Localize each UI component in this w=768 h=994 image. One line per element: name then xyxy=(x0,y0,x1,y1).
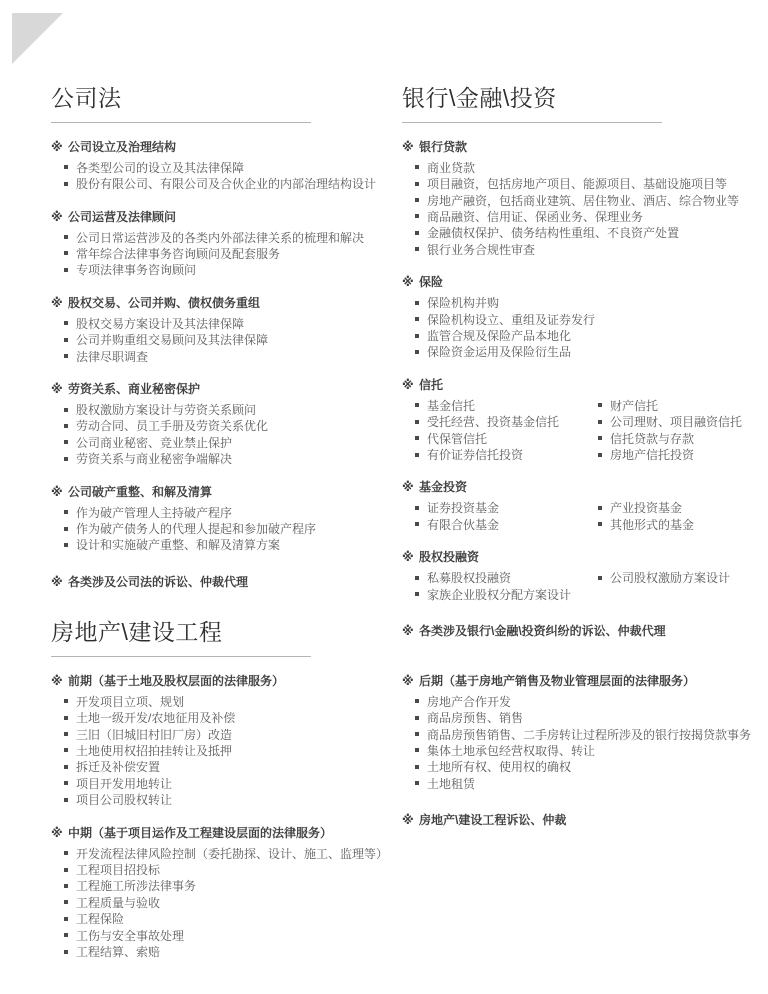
real-estate-right-column xyxy=(402,657,766,828)
list-item-label: 项目开发用地转让 xyxy=(76,776,173,791)
list-item xyxy=(64,928,402,944)
real-estate-left-column xyxy=(51,657,402,961)
list-item-label: 拆迁及补偿安置 xyxy=(76,760,161,775)
bullet-icon xyxy=(64,699,68,703)
group-title-label: 劳资关系、商业秘密保护 xyxy=(68,382,201,396)
list-item xyxy=(415,176,768,192)
list-item xyxy=(64,776,402,792)
item-list xyxy=(415,570,585,603)
group-title xyxy=(51,672,402,689)
list-item xyxy=(415,776,766,792)
list-item-label: 公司股权激励方案设计 xyxy=(610,571,731,586)
service-group xyxy=(51,380,396,468)
bullet-icon xyxy=(64,732,68,736)
service-group xyxy=(402,478,768,533)
list-item-label: 土地一级开发/农地征用及补偿 xyxy=(76,711,236,726)
item-list xyxy=(415,500,585,533)
bullet-icon xyxy=(598,576,602,580)
list-item-label: 开发流程法律风险控制（委托勘探、设计、施工、监理等） xyxy=(76,846,389,861)
service-group xyxy=(402,811,766,828)
list-item-label: 三旧（旧城旧村旧厂房）改造 xyxy=(76,727,233,742)
list-item-label: 劳资关系与商业秘密争端解决 xyxy=(76,452,233,467)
item-list xyxy=(64,230,396,279)
bullet-icon xyxy=(64,716,68,720)
group-title-label: 中期（基于项目运作及工程建设层面的法律服务） xyxy=(68,825,333,840)
list-item xyxy=(415,431,585,447)
bullet-icon xyxy=(64,268,68,272)
item-list xyxy=(598,570,730,603)
list-item-label: 工程施工所涉法律事务 xyxy=(76,879,197,894)
list-item xyxy=(415,587,585,603)
group-title xyxy=(51,294,396,311)
list-item xyxy=(64,316,396,332)
bullet-icon xyxy=(64,900,68,904)
section-company-law xyxy=(51,84,396,590)
bullet-icon xyxy=(64,765,68,769)
section-marker-icon: ※ xyxy=(51,825,63,840)
list-item-label: 常年综合法律事务咨询顾问及配套服务 xyxy=(76,246,281,261)
list-item-label: 商业贷款 xyxy=(427,160,476,175)
list-item xyxy=(415,447,585,463)
section-marker-icon: ※ xyxy=(402,813,414,828)
service-group xyxy=(51,138,396,193)
bullet-icon xyxy=(415,592,419,596)
list-item xyxy=(64,246,396,262)
bullet-icon xyxy=(64,165,68,169)
bullet-icon xyxy=(64,851,68,855)
list-item xyxy=(598,431,742,447)
list-item xyxy=(64,402,396,418)
service-group xyxy=(51,294,396,365)
list-item xyxy=(64,792,402,808)
list-item xyxy=(64,743,402,759)
list-item-label: 股份有限公司、有限公司及合伙企业的内部治理结构设计 xyxy=(76,177,377,192)
item-list xyxy=(64,694,402,809)
group-title xyxy=(402,478,768,495)
bullet-icon xyxy=(64,933,68,937)
list-item xyxy=(64,451,396,467)
bullet-icon xyxy=(415,247,419,251)
list-item xyxy=(64,349,396,365)
bullet-icon xyxy=(415,317,419,321)
bullet-icon xyxy=(64,748,68,752)
list-item-label: 工程保险 xyxy=(76,912,125,927)
list-item xyxy=(415,295,768,311)
list-item-label: 商品房预售销售、二手房转让过程所涉及的银行按揭贷款事务 xyxy=(427,727,752,742)
bullet-icon xyxy=(64,182,68,186)
bullet-icon xyxy=(415,231,419,235)
item-list xyxy=(64,846,402,961)
group-title xyxy=(402,138,768,155)
list-item xyxy=(64,505,396,521)
group-title-label: 房地产\建设工程诉讼、仲裁 xyxy=(419,813,567,828)
bullet-icon xyxy=(64,338,68,342)
bullet-icon xyxy=(598,420,602,424)
item-list xyxy=(415,398,585,464)
list-item xyxy=(64,537,396,553)
section-title-real-estate: 房地产\建设工程 xyxy=(51,618,311,657)
list-item-label: 股权交易方案设计及其法律保障 xyxy=(76,316,245,331)
group-title-label: 前期（基于土地及股权层面的法律服务） xyxy=(68,673,285,688)
section-marker-icon: ※ xyxy=(402,377,414,392)
list-item-label: 金融债权保护、债务结构性重组、不良资产处置 xyxy=(427,226,680,241)
group-title xyxy=(51,573,396,590)
group-title xyxy=(402,672,766,689)
service-group xyxy=(51,824,402,961)
section-marker-icon: ※ xyxy=(51,139,63,154)
real-estate-columns xyxy=(51,657,766,961)
service-group xyxy=(51,672,402,809)
bullet-icon xyxy=(415,436,419,440)
list-item xyxy=(64,895,402,911)
group-title xyxy=(402,548,768,565)
bullet-icon xyxy=(415,699,419,703)
group-title-label: 公司设立及治理结构 xyxy=(68,139,177,154)
item-list xyxy=(415,694,766,792)
item-list xyxy=(415,295,768,361)
bullet-icon xyxy=(64,543,68,547)
bullet-icon xyxy=(64,868,68,872)
bullet-icon xyxy=(598,436,602,440)
section-title-company-law: 公司法 xyxy=(51,84,311,123)
list-item-label: 监管合规及保险产品本地化 xyxy=(427,329,572,343)
list-item xyxy=(415,328,768,344)
list-item-label: 其他形式的基金 xyxy=(610,517,695,532)
bullet-icon xyxy=(64,917,68,921)
real-estate-right-groups xyxy=(402,672,766,828)
group-title xyxy=(402,273,768,290)
item-list xyxy=(64,160,396,193)
list-item xyxy=(64,878,402,894)
list-item xyxy=(415,743,766,759)
two-column-item-lists xyxy=(402,565,768,603)
list-item-label: 基金信托 xyxy=(427,398,476,413)
list-item-label: 商品融资、信用证、保函业务、保理业务 xyxy=(427,209,644,224)
bullet-icon xyxy=(64,884,68,888)
bullet-icon xyxy=(415,420,419,424)
list-item-label: 房地产融资，包括商业建筑、居住物业、酒店、综合物业等 xyxy=(427,193,740,208)
item-list xyxy=(598,398,742,464)
list-item xyxy=(64,435,396,451)
list-item xyxy=(64,846,402,862)
bullet-icon xyxy=(415,716,419,720)
bullet-icon xyxy=(415,165,419,169)
section-title-banking: 银行\金融\投资 xyxy=(402,84,662,123)
bullet-icon xyxy=(415,214,419,218)
bullet-icon xyxy=(415,182,419,186)
list-item-label: 开发项目立项、规划 xyxy=(76,694,185,709)
list-item xyxy=(598,500,694,516)
section-marker-icon: ※ xyxy=(51,295,63,310)
item-list xyxy=(415,160,768,258)
section-marker-icon: ※ xyxy=(51,209,63,224)
bullet-icon xyxy=(64,354,68,358)
item-list xyxy=(64,402,396,468)
service-group xyxy=(51,483,396,554)
section-marker-icon: ※ xyxy=(402,673,414,688)
list-item xyxy=(64,694,402,710)
group-title xyxy=(51,380,396,397)
list-item xyxy=(598,398,742,414)
list-item xyxy=(415,570,585,586)
item-list xyxy=(64,316,396,365)
list-item-label: 土地使用权招拍挂转让及抵押 xyxy=(76,743,233,758)
list-item-label: 财产信托 xyxy=(610,398,659,413)
list-item xyxy=(415,398,585,414)
list-item-label: 作为破产债务人的代理人提起和参加破产程序 xyxy=(76,522,317,537)
list-item-label: 劳动合同、员工手册及劳资关系优化 xyxy=(76,419,269,434)
list-item xyxy=(64,710,402,726)
group-title-label: 信托 xyxy=(419,377,444,392)
group-title-label: 银行贷款 xyxy=(419,139,468,154)
list-item xyxy=(64,160,396,176)
service-group xyxy=(51,208,396,279)
list-item xyxy=(415,312,768,328)
list-item-label: 信托贷款与存款 xyxy=(610,431,695,446)
list-item-label: 公司商业秘密、竞业禁止保护 xyxy=(76,435,233,450)
bullet-icon xyxy=(415,781,419,785)
list-item-label: 保险机构设立、重组及证券发行 xyxy=(427,312,596,327)
list-item-label: 工程结算、索赔 xyxy=(76,945,161,960)
list-item-label: 有价证券信托投资 xyxy=(427,448,524,463)
company-law-groups xyxy=(51,138,396,590)
list-item xyxy=(415,500,585,516)
section-marker-icon: ※ xyxy=(402,624,414,639)
list-item xyxy=(598,517,694,533)
list-item-label: 商品房预售、销售 xyxy=(427,711,524,726)
list-item-label: 作为破产管理人主持破产程序 xyxy=(76,505,233,520)
bullet-icon xyxy=(598,522,602,526)
list-item xyxy=(64,176,396,192)
list-item-label: 房地产合作开发 xyxy=(427,694,512,709)
list-item-label: 产业投资基金 xyxy=(610,501,683,516)
list-item-label: 有限合伙基金 xyxy=(427,517,500,532)
section-banking-finance-investment xyxy=(402,84,768,639)
service-group xyxy=(402,548,768,603)
bullet-icon xyxy=(64,408,68,412)
list-item-label: 代保管信托 xyxy=(427,431,488,446)
group-title xyxy=(51,208,396,225)
list-item xyxy=(415,193,768,209)
list-item-label: 银行业务合规性审查 xyxy=(427,242,536,257)
list-item-label: 公司日常运营涉及的各类内外部法律关系的梳理和解决 xyxy=(76,230,365,245)
list-item xyxy=(415,710,766,726)
list-item xyxy=(415,160,768,176)
bullet-icon xyxy=(64,251,68,255)
section-marker-icon: ※ xyxy=(402,275,414,290)
service-group xyxy=(402,138,768,258)
list-item-label: 项目融资，包括房地产项目、能源项目、基础设施项目等 xyxy=(427,177,728,192)
list-item xyxy=(415,414,585,430)
list-item-label: 保险机构并购 xyxy=(427,296,500,311)
section-marker-icon: ※ xyxy=(402,480,414,495)
group-title-label: 股权交易、公司并购、债权债务重组 xyxy=(68,295,261,310)
bullet-icon xyxy=(415,403,419,407)
item-list xyxy=(598,500,694,533)
list-item xyxy=(64,727,402,743)
list-item-label: 集体土地承包经营权取得、转让 xyxy=(427,743,596,758)
list-item-label: 房地产信托投资 xyxy=(610,448,695,463)
banking-groups xyxy=(402,138,768,639)
list-item-label: 各类型公司的设立及其法律保障 xyxy=(76,160,245,175)
section-marker-icon: ※ xyxy=(51,574,63,589)
corner-triangle-decoration xyxy=(12,13,63,64)
list-item-label: 工程质量与验收 xyxy=(76,895,161,910)
bullet-icon xyxy=(415,506,419,510)
group-title xyxy=(402,811,766,828)
list-item-label: 土地租赁 xyxy=(427,776,476,791)
section-marker-icon: ※ xyxy=(402,550,414,565)
list-item-label: 证券投资基金 xyxy=(427,501,500,516)
section-marker-icon: ※ xyxy=(51,484,63,499)
list-item-label: 私募股权投融资 xyxy=(427,571,512,586)
list-item-label: 土地所有权、使用权的确权 xyxy=(427,760,572,775)
list-item-label: 公司理财、项目融资信托 xyxy=(610,415,743,430)
list-item xyxy=(64,521,396,537)
bullet-icon xyxy=(415,576,419,580)
group-title xyxy=(51,138,396,155)
bullet-icon xyxy=(64,798,68,802)
bullet-icon xyxy=(64,424,68,428)
list-item xyxy=(415,759,766,775)
list-item-label: 股权激励方案设计与劳资关系顾问 xyxy=(76,403,257,417)
list-item xyxy=(415,242,768,258)
group-title-label: 股权投融资 xyxy=(419,550,480,565)
list-item xyxy=(64,759,402,775)
bullet-icon xyxy=(415,732,419,736)
service-group xyxy=(402,672,766,792)
service-group xyxy=(402,376,768,464)
list-item xyxy=(64,418,396,434)
list-item xyxy=(64,911,402,927)
group-title-label: 公司运营及法律顾问 xyxy=(68,209,177,224)
bullet-icon xyxy=(64,510,68,514)
section-marker-icon: ※ xyxy=(402,139,414,154)
list-item xyxy=(415,344,768,360)
bullet-icon xyxy=(415,198,419,202)
list-item-label: 公司并购重组交易顾问及其法律保障 xyxy=(76,333,269,348)
section-marker-icon: ※ xyxy=(51,382,63,396)
bullet-icon xyxy=(598,506,602,510)
item-list xyxy=(64,505,396,554)
bullet-icon xyxy=(64,321,68,325)
group-title xyxy=(402,376,768,393)
bullet-icon xyxy=(64,781,68,785)
bullet-icon xyxy=(64,457,68,461)
list-item xyxy=(598,447,742,463)
group-title-label: 各类涉及公司法的诉讼、仲裁代理 xyxy=(68,574,249,589)
group-title-label: 后期（基于房地产销售及物业管理层面的法律服务） xyxy=(419,673,696,688)
group-title-label: 公司破产重整、和解及清算 xyxy=(68,484,213,499)
list-item-label: 工程项目招投标 xyxy=(76,863,161,877)
list-item xyxy=(598,570,730,586)
list-item xyxy=(64,262,396,278)
bullet-icon xyxy=(598,403,602,407)
list-item-label: 受托经营、投资基金信托 xyxy=(427,415,560,430)
list-item xyxy=(415,727,766,743)
section-marker-icon: ※ xyxy=(51,673,63,688)
list-item xyxy=(415,225,768,241)
group-title-label: 基金投资 xyxy=(419,480,468,495)
bullet-icon xyxy=(64,440,68,444)
list-item xyxy=(64,862,402,878)
real-estate-left-groups xyxy=(51,672,402,961)
list-item xyxy=(64,332,396,348)
list-item-label: 家族企业股权分配方案设计 xyxy=(427,587,572,602)
bullet-icon xyxy=(598,453,602,457)
bullet-icon xyxy=(415,748,419,752)
service-group xyxy=(51,573,396,590)
list-item xyxy=(598,414,742,430)
section-real-estate-construction xyxy=(51,618,766,960)
group-title xyxy=(51,824,402,841)
list-item-label: 保险资金运用及保险衍生品 xyxy=(427,345,572,360)
list-item-label: 工伤与安全事故处理 xyxy=(76,928,185,943)
list-item xyxy=(415,694,766,710)
list-item-label: 项目公司股权转让 xyxy=(76,793,173,808)
group-title-label: 保险 xyxy=(419,275,444,290)
bullet-icon xyxy=(64,527,68,531)
list-item-label: 法律尽职调查 xyxy=(76,349,149,364)
bullet-icon xyxy=(415,350,419,354)
bullet-icon xyxy=(64,950,68,954)
bullet-icon xyxy=(415,301,419,305)
list-item xyxy=(64,944,402,960)
list-item-label: 专项法律事务咨询顾问 xyxy=(76,263,197,278)
service-group xyxy=(402,273,768,361)
list-item xyxy=(415,517,585,533)
bullet-icon xyxy=(415,334,419,338)
list-item-label: 设计和实施破产重整、和解及清算方案 xyxy=(76,538,281,553)
two-column-item-lists xyxy=(402,393,768,464)
bullet-icon xyxy=(415,765,419,769)
bullet-icon xyxy=(64,235,68,239)
list-item xyxy=(64,230,396,246)
group-title-label: 各类涉及银行\金融\投资纠纷的诉讼、仲裁代理 xyxy=(419,624,666,639)
bullet-icon xyxy=(415,453,419,457)
group-title xyxy=(51,483,396,500)
bullet-icon xyxy=(415,522,419,526)
list-item xyxy=(415,209,768,225)
two-column-item-lists xyxy=(402,495,768,533)
